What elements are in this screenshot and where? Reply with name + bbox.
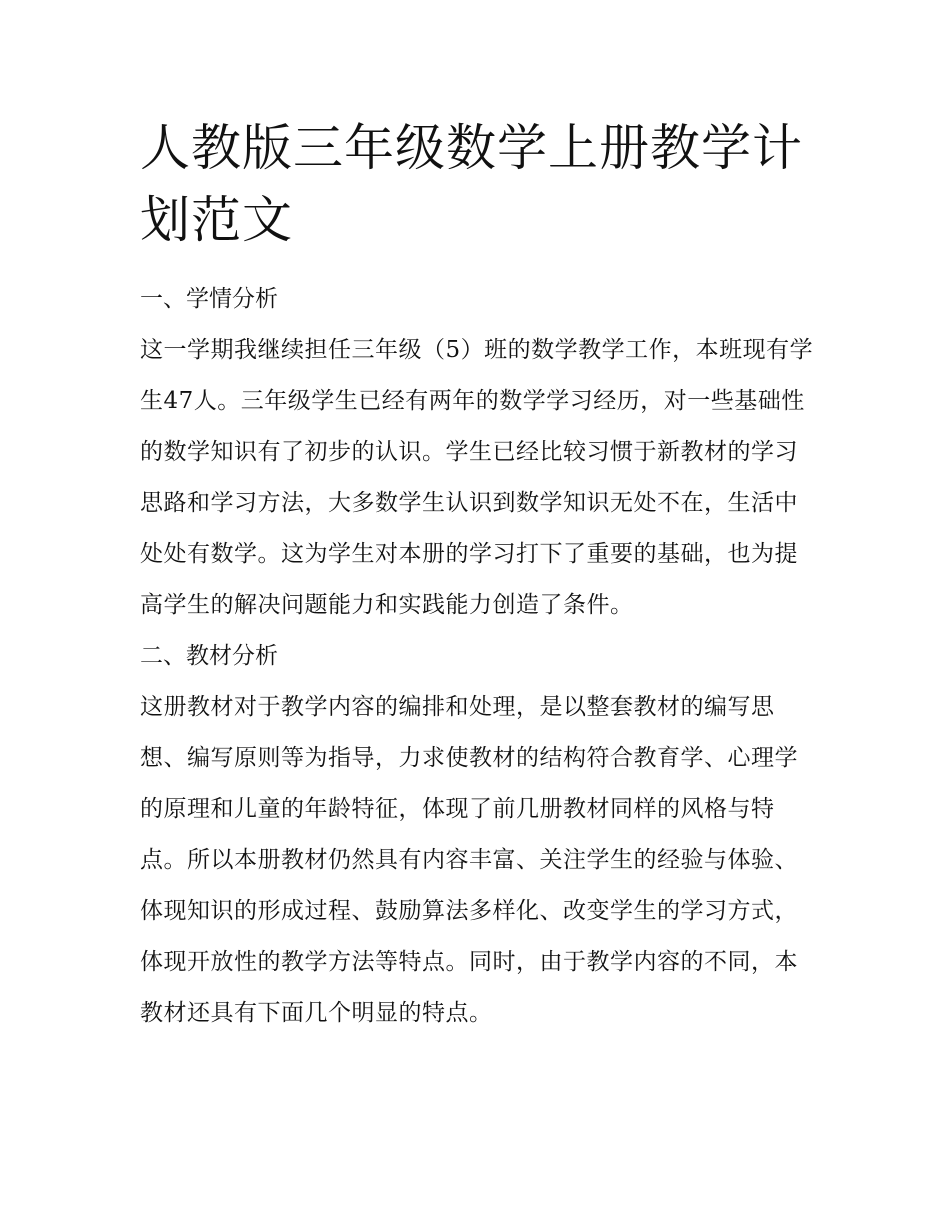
section-paragraph-textbook-analysis: 这册教材对于教学内容的编排和处理，是以整套教材的编写思想、编写原则等为指导，力求使教材的结构符合教育学、心理学的原理和儿童的年龄特征，体现了前几册教材同样的风格与特点。所以本册教材仍然具有内容丰富、关注学生的经验与体验、体现知识的形成过程、鼓励算法多样化、改变学生的学习方式，体现开放性的教学方法等特点。同时，由于教学内容的不同，本教材还具有下面几个明显的特点。	[140, 694, 798, 1026]
section-heading-learning-analysis: 一、学情分析	[140, 286, 278, 312]
document-title: 人教版三年级数学上册教学计划范文	[140, 119, 803, 249]
section-paragraph-learning-analysis: 这一学期我继续担任三年级（5）班的数学教学工作，本班现有学生47人。三年级学生已经有两年的数学学习经历，对一些基础性的数学知识有了初步的认识。学生已经比较习惯于新教材的学习思路和学习方法，大多数学生认识到数学知识无处不在，生活中处处有数学。这为学生对本册的学习打下了重要的基础，也为提高学生的解决问题能力和实践能力创造了条件。	[140, 337, 814, 618]
document-page	[140, 112, 820, 1039]
section-heading-textbook-analysis: 二、教材分析	[140, 643, 278, 669]
